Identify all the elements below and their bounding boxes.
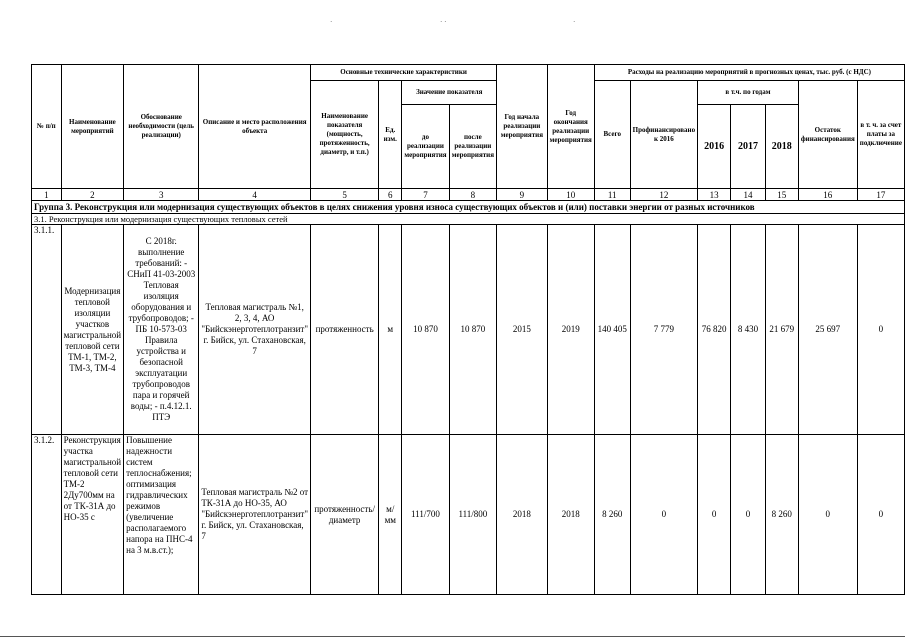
group-title: Группа 3. Реконструкция или модернизация существующих объектов в целях снижения уровня износа существующих объектов и (или) поставки энергии от разных источников: [32, 201, 905, 214]
row-financed: 0: [630, 435, 697, 595]
header-col-2018: 2018: [765, 105, 798, 189]
column-number: 16: [798, 189, 857, 201]
row-justification: С 2018г. выполнение требований: - СНиП 41-03-2003 Тепловая изоляция оборудования и трубопроводов; - ПБ 10-573-03 Правила устройства и безопасной эксплуатации трубопроводов пара и горячей воды; - п.4.12.1. ПТЭ: [124, 225, 199, 435]
header-col-number: № п/п: [32, 65, 62, 189]
document-page: [31, 64, 905, 595]
scan-speck: ·: [573, 18, 576, 26]
scan-speck: · ·: [440, 18, 447, 26]
investment-program-table: [31, 64, 905, 595]
column-number: 12: [630, 189, 697, 201]
row-end-year: 2019: [547, 225, 594, 435]
header-col-remaining: Остаток финансирования: [798, 81, 857, 189]
row-before: 10 870: [402, 225, 449, 435]
column-number: 17: [857, 189, 904, 201]
column-number: 11: [594, 189, 630, 201]
column-number: 7: [402, 189, 449, 201]
row-2016: 0: [698, 435, 731, 595]
header-col-before: до реализации мероприятия: [402, 105, 449, 189]
column-number: 3: [124, 189, 199, 201]
row-id: 3.1.2.: [32, 435, 62, 595]
column-number: 13: [698, 189, 731, 201]
header-col-unit: Ед. изм.: [379, 81, 402, 189]
row-2016: 76 820: [698, 225, 731, 435]
row-remaining: 25 697: [798, 225, 857, 435]
header-col-end-year: Год окончания реализации мероприятия: [547, 65, 594, 189]
row-total: 140 405: [594, 225, 630, 435]
row-end-year: 2018: [547, 435, 594, 595]
row-start-year: 2015: [497, 225, 547, 435]
header-col-indicator: Наименование показателя (мощность, протяженность, диаметр, и т.п.): [311, 81, 379, 189]
column-number: 15: [765, 189, 798, 201]
row-after: 10 870: [449, 225, 497, 435]
row-financed: 7 779: [630, 225, 697, 435]
page-bottom-rule: [0, 636, 905, 637]
row-remaining: 0: [798, 435, 857, 595]
row-connection-fee: 0: [857, 435, 904, 595]
header-cost-group: Расходы на реализацию мероприятий в прогнозных ценах, тыс. руб. (с НДС): [594, 65, 904, 81]
table-row: [32, 225, 905, 435]
row-unit: м/мм: [379, 435, 402, 595]
row-name: Реконструкция участка магистральной тепловой сети ТМ-2 2Ду700мм на от ТК-31А до НО-35 с: [61, 435, 123, 595]
header-col-financed: Профинансировано к 2016: [630, 81, 697, 189]
row-total: 8 260: [594, 435, 630, 595]
column-number: 10: [547, 189, 594, 201]
column-number: 2: [61, 189, 123, 201]
scan-speck: ·: [330, 18, 333, 26]
header-col-name: Наименование мероприятий: [61, 65, 123, 189]
column-number: 4: [199, 189, 311, 201]
header-col-2016: 2016: [698, 105, 731, 189]
row-start-year: 2018: [497, 435, 547, 595]
header-col-justification: Обоснование необходимости (цель реализации): [124, 65, 199, 189]
header-col-total: Всего: [594, 81, 630, 189]
header-col-start-year: Год начала реализации мероприятия: [497, 65, 547, 189]
row-location: Тепловая магистраль №1, 2, 3, 4, АО "Бийскэнерготеплотранзит" г. Бийск, ул. Стахановская, 7: [199, 225, 311, 435]
row-justification: Повышение надежности систем теплоснабжения; оптимизация гидравлических режимов (увеличение располагаемого напора на ПНС-4 на 3 м.в.ст.);: [124, 435, 199, 595]
header-col-after: после реализации мероприятия: [449, 105, 497, 189]
header-col-2017: 2017: [731, 105, 765, 189]
row-name: Модернизация тепловой изоляции участков магистральной тепловой сети ТМ-1, ТМ-2, ТМ-3, ТМ-4: [61, 225, 123, 435]
column-number: 14: [731, 189, 765, 201]
row-connection-fee: 0: [857, 225, 904, 435]
header-tech-group: Основные технические характеристики: [311, 65, 497, 81]
column-number: 6: [379, 189, 402, 201]
row-indicator: протяженность/диаметр: [311, 435, 379, 595]
column-number: 5: [311, 189, 379, 201]
row-id: 3.1.1.: [32, 225, 62, 435]
row-after: 111/800: [449, 435, 497, 595]
column-number: 8: [449, 189, 497, 201]
header-col-location: Описание и место расположения объекта: [199, 65, 311, 189]
row-2017: 8 430: [731, 225, 765, 435]
column-number: 1: [32, 189, 62, 201]
row-before: 111/700: [402, 435, 449, 595]
header-years-group: в т.ч. по годам: [698, 81, 799, 105]
table-row: [32, 435, 905, 595]
row-2018: 8 260: [765, 435, 798, 595]
row-indicator: протяженность: [311, 225, 379, 435]
row-2018: 21 679: [765, 225, 798, 435]
row-location: Тепловая магистраль №2 от ТК-31А до НО-35, АО "Бийскэнерготеплотранзит" г. Бийск, ул. Стахановская, 7: [199, 435, 311, 595]
subgroup-title: 3.1. Реконструкция или модернизация существующих тепловых сетей: [32, 214, 905, 225]
header-value-group: Значение показателя: [402, 81, 497, 105]
row-2017: 0: [731, 435, 765, 595]
row-unit: м: [379, 225, 402, 435]
column-number: 9: [497, 189, 547, 201]
header-col-connection-fee: в т. ч. за счет платы за подключение: [857, 81, 904, 189]
